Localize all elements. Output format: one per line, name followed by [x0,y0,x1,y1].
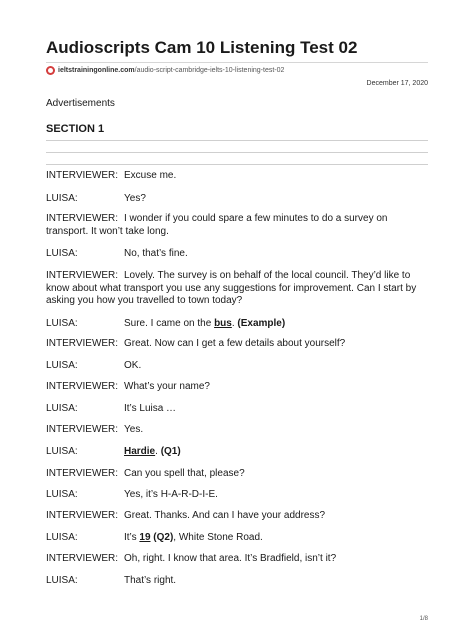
divider-2 [46,152,428,153]
speaker-name: LUISA: [46,318,78,329]
question-label: (Q2) [153,532,174,543]
speech-text: What’s your name? [124,381,210,392]
speaker-name: LUISA: [46,575,78,586]
source-path[interactable]: /audio-script-cambridge-ielts-10-listening-test-02 [134,67,285,74]
speech-text: No, that’s fine. [124,248,188,259]
speech-text [124,318,430,331]
page-title: Audioscripts Cam 10 Listening Test 02 [46,38,358,57]
site-logo-icon [46,66,55,75]
speech-fragment: . [155,446,161,457]
dialogue-line [46,468,430,481]
speech-text: Can you spell that, please? [124,468,245,479]
speaker-name: LUISA: [46,193,78,204]
answer-text: 19 [139,532,151,543]
speaker-name: INTERVIEWER: [46,510,119,521]
dialogue-line [46,575,430,588]
speech-text [124,446,430,459]
speech-text: OK. [124,360,142,371]
speech-text: Lovely. The survey is on behalf of the local council. They’d like to know about what transport you use any suggestions for improvement. Can I start by asking you how you travelled to town today? [46,270,417,306]
dialogue-line [46,446,430,459]
dialogue-line [46,338,430,351]
speaker-name: INTERVIEWER: [46,170,119,181]
speech-text: Yes. [124,424,144,435]
dialogue-line [46,170,430,183]
page-number: 1/8 [419,616,428,622]
speech-fragment: , White Stone Road. [173,532,263,543]
speaker-name: INTERVIEWER: [46,270,119,281]
speech-text: Great. Now can I get a few details about yourself? [124,338,346,349]
dialogue-line [46,193,430,206]
speech-text: Oh, right. I know that area. It’s Bradfield, isn’t it? [124,553,337,564]
speech-text: That’s right. [124,575,177,586]
answer-text: Hardie [124,446,156,457]
question-label: (Example) [237,318,286,329]
speaker-name: INTERVIEWER: [46,553,119,564]
speaker-name: LUISA: [46,248,78,259]
source-domain[interactable]: ieltstrainingonline.com [58,67,135,74]
speech-text: Yes, it’s H-A-R-D-I-E. [124,489,218,500]
dialogue-line [46,213,430,238]
speaker-name: INTERVIEWER: [46,338,119,349]
speaker-name: INTERVIEWER: [46,213,119,224]
dialogue-line [46,270,430,308]
speech-text: It’s Luisa … [124,403,177,414]
speech-text [124,532,430,545]
dialogue-line [46,489,430,502]
speech-text: Excuse me. [124,170,177,181]
dialogue-line [46,553,430,566]
dialogue-line [46,424,430,437]
dialogue-line [46,532,430,545]
speaker-name: LUISA: [46,532,78,543]
answer-text: bus [214,318,232,329]
divider-3 [46,164,428,165]
dialogue-line [46,381,430,394]
dialogue-line [46,510,430,523]
speech-fragment: It’s [124,532,140,543]
speaker-name: LUISA: [46,489,78,500]
title-divider [46,62,428,63]
divider-1 [46,140,428,141]
speaker-name: LUISA: [46,446,78,457]
speech-text: Yes? [124,193,146,204]
speech-text: I wonder if you could spare a few minutes to do a survey on transport. It won’t take long. [46,213,388,237]
speaker-name: INTERVIEWER: [46,468,119,479]
question-label: (Q1) [160,446,181,457]
speech-fragment: . [231,318,238,329]
advertisements-label: Advertisements [46,98,115,109]
publish-date: December 17, 2020 [366,80,428,87]
section-heading: SECTION 1 [46,123,105,135]
speaker-name: LUISA: [46,403,78,414]
speaker-name: LUISA: [46,360,78,371]
dialogue-line [46,248,430,261]
dialogue-line [46,360,430,373]
speech-fragment: Sure. I came on the [124,318,215,329]
speaker-name: INTERVIEWER: [46,381,119,392]
speech-text: Great. Thanks. And can I have your address? [124,510,326,521]
dialogue-line [46,403,430,416]
source-link[interactable] [46,66,284,75]
speaker-name: INTERVIEWER: [46,424,119,435]
dialogue-line [46,318,430,331]
